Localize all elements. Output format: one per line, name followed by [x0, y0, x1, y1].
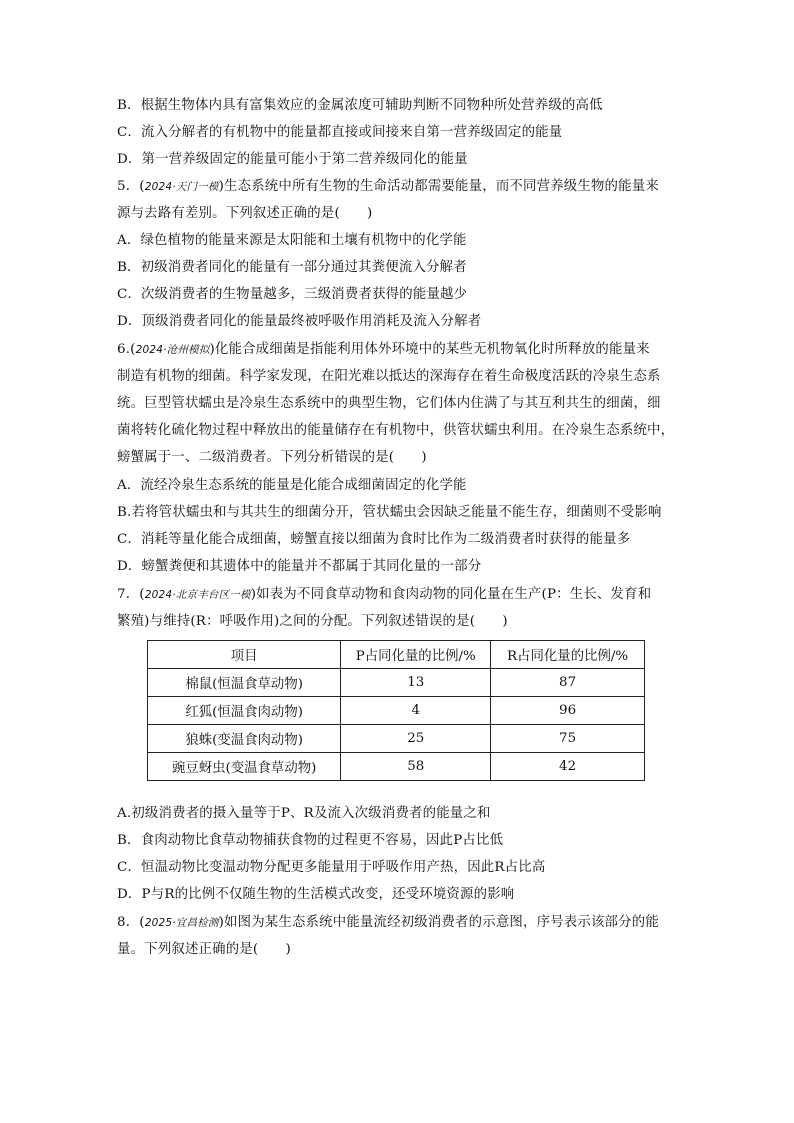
table-cell: 75 [491, 725, 645, 753]
q4-option-d: D．第一营养级固定的能量可能小于第二营养级同化的能量 [117, 152, 468, 167]
q6-stem-line5: 螃蟹属于一、二级消费者。下列分析错误的是( ) [117, 450, 427, 465]
q5-stem-text: )生态系统中所有生物的生命活动都需要能量，而不同营养级生物的能量来 [218, 179, 659, 194]
q6-stem-line3: 统。巨型管状蠕虫是冷泉生态系统中的典型生物，它们体内住满了与其互利共生的细菌，细 [117, 396, 661, 411]
q7-stem-line1 [117, 585, 651, 605]
q8-number: 8．( [117, 915, 145, 930]
q5-stem-line2: 源与去路有差别。下列叙述正确的是( ) [117, 206, 373, 221]
table-header-r: R占同化量的比例/% [491, 641, 645, 669]
energy-allocation-table [147, 640, 645, 781]
table-header-item: 项目 [148, 641, 341, 669]
q7-number: 7．( [117, 587, 145, 602]
table-header-row [148, 641, 645, 669]
table-cell: 42 [491, 753, 645, 781]
table-cell: 96 [491, 697, 645, 725]
q7-option-d: D．P与R的比例不仅随生物的生活模式改变，还受环境资源的影响 [117, 887, 515, 902]
q5-option-a: A．绿色植物的能量来源是太阳能和土壤有机物中的化学能 [117, 233, 467, 248]
q6-stem-line2: 制造有机物的细菌。科学家发现，在阳光难以抵达的深海存在着生命极度活跃的冷泉生态系 [117, 369, 661, 384]
table-cell: 25 [341, 725, 491, 753]
table-row [148, 669, 645, 697]
q6-option-a: A．流经冷泉生态系统的能量是化能合成细菌固定的化学能 [117, 478, 467, 493]
table-cell: 狼蛛(变温食肉动物) [148, 725, 341, 753]
table-cell: 87 [491, 669, 645, 697]
q5-option-c: C．次级消费者的生物量越多，三级消费者获得的能量越少 [117, 287, 468, 302]
q5-number: 5．( [117, 179, 145, 194]
q6-source: 2024·沧州模拟 [135, 344, 210, 356]
q4-option-b: B．根据生物体内具有富集效应的金属浓度可辅助判断不同物种所处营养级的高低 [117, 98, 603, 113]
q7-option-c: C．恒温动物比变温动物分配更多能量用于呼吸作用产热，因此R占比高 [117, 860, 546, 875]
table-cell: 豌豆蚜虫(变温食草动物) [148, 753, 341, 781]
q7-stem-text: )如表为不同食草动物和食肉动物的同化量在生产(P：生长、发育和 [250, 587, 652, 602]
q8-stem-text: )如图为某生态系统中能量流经初级消费者的示意图，序号表示该部分的能 [218, 915, 659, 930]
table-cell: 4 [341, 697, 491, 725]
q6-option-d: D．螃蟹粪便和其遗体中的能量并不都属于其同化量的一部分 [117, 559, 482, 574]
table-row [148, 697, 645, 725]
q7-option-a: A.初级消费者的摄入量等于P、R及流入次级消费者的能量之和 [117, 806, 491, 821]
table-row [148, 725, 645, 753]
table-cell: 58 [341, 753, 491, 781]
q5-option-d: D．顶级消费者同化的能量最终被呼吸作用消耗及流入分解者 [117, 314, 482, 329]
q6-option-b: B.若将管状蠕虫和与其共生的细菌分开，管状蠕虫会因缺乏能量不能生存，细菌则不受影响 [117, 505, 662, 520]
q5-source: 2024·天门一模 [144, 181, 219, 193]
q5-stem-line1 [117, 177, 659, 197]
q6-option-c: C．消耗等量化能合成细菌，螃蟹直接以细菌为食时比作为二级消费者时获得的能量多 [117, 532, 631, 547]
q6-number: 6.( [117, 342, 136, 357]
q8-stem-line2: 量。下列叙述正确的是( ) [117, 942, 291, 957]
q6-stem-text: )化能合成细菌是指能利用体外环境中的某些无机物氧化时所释放的能量来 [209, 342, 650, 357]
q8-stem-line1 [117, 913, 659, 933]
q6-stem-line4: 菌将转化硫化物过程中释放出的能量储存在有机物中，供管状蠕虫利用。在冷泉生态系统中， [117, 423, 675, 438]
q7-stem-line2: 繁殖)与维持(R：呼吸作用)之间的分配。下列叙述错误的是( ) [117, 614, 508, 629]
q6-stem-line1 [117, 340, 650, 360]
table-row [148, 753, 645, 781]
q8-source: 2025·宜昌检测 [144, 917, 219, 929]
q7-option-b: B．食肉动物比食草动物捕获食物的过程更不容易，因此P占比低 [117, 833, 504, 848]
table-cell: 棉鼠(恒温食草动物) [148, 669, 341, 697]
q5-option-b: B．初级消费者同化的能量有一部分通过其粪便流入分解者 [117, 260, 467, 275]
table-cell: 13 [341, 669, 491, 697]
q4-option-c: C．流入分解者的有机物中的能量都直接或间接来自第一营养级固定的能量 [117, 125, 563, 140]
table-header-p: P占同化量的比例/% [341, 641, 491, 669]
q7-source: 2024·北京丰台区一模 [144, 589, 251, 601]
table-cell: 红狐(恒温食肉动物) [148, 697, 341, 725]
